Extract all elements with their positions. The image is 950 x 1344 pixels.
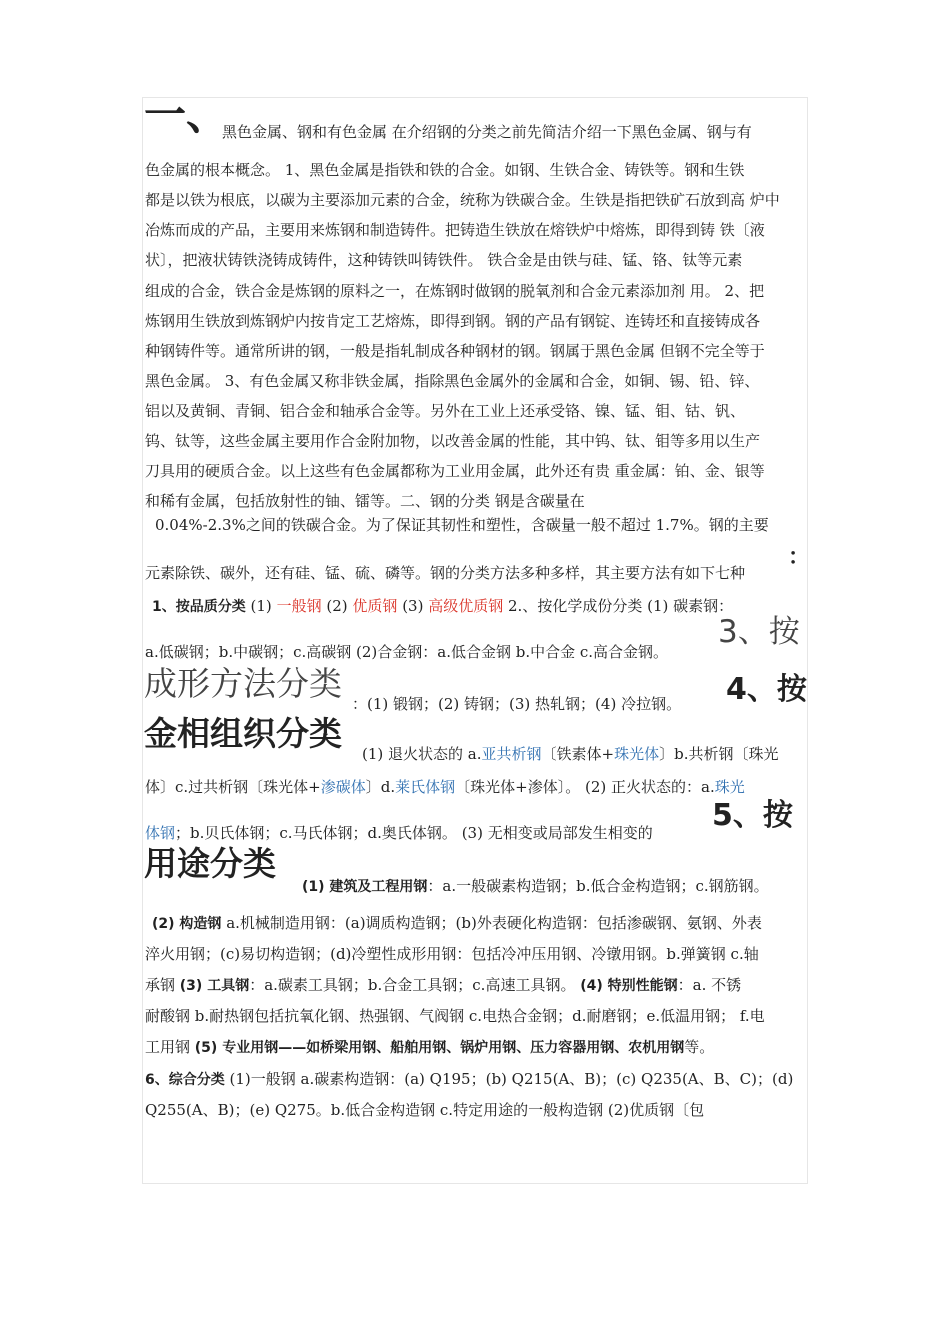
text-run: 〕b.共析钢〔珠光 xyxy=(659,745,779,763)
heading-3-number: 3、按 xyxy=(718,614,800,650)
text-run: (1)一般钢 a.碳素构造钢：(a) Q195；(b) Q215(A、B)；(c) Q235(A、B、C)；(d) xyxy=(224,1070,794,1088)
construction-steel-line xyxy=(302,876,769,897)
text-run: ：a. 不锈 xyxy=(677,976,742,994)
paragraph-line: 0.04%-2.3%之间的铁碳合金。为了保证其韧性和塑性，含碳量一般不超过 1.7%。钢的主要 xyxy=(155,516,769,534)
item-number: (3) xyxy=(402,597,424,615)
paragraph-line: Q255(A、B)；(e) Q275。b.低合金构造钢 c.特定用途的一般构造钢 (2)优质钢〔包 xyxy=(145,1101,705,1119)
paragraph-line: 炼钢用生铁放到炼钢炉内按肯定工艺熔炼，即得到钢。钢的产品有钢锭、连铸坯和直接铸成各 xyxy=(145,312,761,330)
structure-line xyxy=(145,777,745,797)
text-run: a.机械制造用钢：(a)调质构造钢；(b)外表硬化构造钢：包括渗碳钢、氨钢、外表 xyxy=(221,914,762,932)
section-2-text: 2.、按化学成份分类 (1) 碳素钢： xyxy=(508,597,734,615)
colon-mark: ： xyxy=(788,544,811,570)
paragraph-line: 色金属的根本概念。 1、黑色金属是指铁和铁的合金。如钢、生铁合金、铸铁等。钢和生铁 xyxy=(145,161,745,179)
paragraph-line: 元素除铁、碳外，还有硅、锰、硫、磷等。钢的分类方法多种多样，其主要方法有如下七种 xyxy=(145,564,746,582)
section-1-title: 1、按品质分类 xyxy=(152,599,246,615)
heading-one: 一、 xyxy=(144,90,229,139)
tool-steel-line xyxy=(145,975,741,996)
heading-5-number: 5、按 xyxy=(712,798,793,833)
paragraph-line: 都是以铁为根底，以碳为主要添加元素的合金，统称为铁碳合金。生铁是指把铁矿石放到高 炉中 xyxy=(145,191,780,209)
heading-4-metallographic: 金相组织分类 xyxy=(144,714,342,753)
paragraph-line: 淬火用钢；(c)易切构造钢；(d)冷塑性成形用钢：包括冷冲压用钢、冷镦用钢。b.弹簧钢 c.轴 xyxy=(145,945,759,963)
high-quality-steel-term: 高级优质钢 xyxy=(428,597,504,615)
paragraph-line: 状〕，把液状铸铁浇铸成铸件，这种铸铁叫铸铁件。 铁合金是由铁与硅、锰、铬、钛等元素 xyxy=(145,251,743,269)
hypoeutectoid-steel-link[interactable]: 亚共析钢 xyxy=(481,745,542,763)
text-run: ：a.碳素工具钢；b.合金工具钢；c.高速工具钢。 xyxy=(249,976,581,994)
quality-steel-term: 优质钢 xyxy=(352,597,398,615)
text-run: ；b.贝氏体钢；c.马氏体钢；d.奥氏体钢。 (3) 无相变或局部发生相变的 xyxy=(175,824,653,842)
pearlite-steel-link[interactable]: 体钢 xyxy=(145,824,176,842)
heading-4-number: 4、按 xyxy=(726,672,807,707)
paragraph-line: 耐酸钢 b.耐热钢包括抗氧化钢、热强钢、气阀钢 c.电热合金钢；d.耐磨钢；e.低温用钢； f.电 xyxy=(145,1007,765,1025)
paragraph-line: a.低碳钢；b.中碳钢；c.高碳钢 (2)合金钢：a.低合金钢 b.中合金 c.高合金钢。 xyxy=(145,643,669,661)
text-run: 体〕c.过共析钢〔珠光体+ xyxy=(145,778,321,796)
heading-3-forming-method: 成形方法分类 xyxy=(144,664,342,703)
text-run: 〕d. xyxy=(365,778,396,796)
cementite-link[interactable]: 渗碳体 xyxy=(320,778,366,796)
paragraph-line: 黑色金属。 3、有色金属又称非铁金属，指除黑色金属外的金属和合金，如铜、锡、铅、锌、 xyxy=(145,372,760,390)
paragraph-line: 铝以及黄铜、青铜、铝合金和轴承合金等。另外在工业上还承受铬、镍、锰、钼、钴、钒、 xyxy=(145,402,746,420)
tool-steel-title: (3) 工具钢 xyxy=(179,978,250,994)
paragraph-line: 种钢铸件等。通常所讲的钢，一般是指轧制成各种钢材的钢。钢属于黑色金属 但钢不完全等于 xyxy=(145,342,765,360)
text-run: 〔铁素体+ xyxy=(541,745,615,763)
heading-5-usage: 用途分类 xyxy=(144,844,276,883)
annealed-state-line xyxy=(362,744,778,764)
text-run: 等。 xyxy=(684,1038,715,1056)
section-6-title: 6、综合分类 xyxy=(145,1072,225,1088)
paragraph-line: 和稀有金属，包括放射性的铀、镭等。二、钢的分类 钢是含碳量在 xyxy=(145,492,585,510)
pearlite-link[interactable]: 珠光 xyxy=(714,778,745,796)
ledeburite-steel-link[interactable]: 莱氏体钢 xyxy=(395,778,456,796)
paragraph-line: 刀具用的硬质合金。以上这些有色金属都称为工业用金属，此外还有贵 重金属：铂、金、银等 xyxy=(145,462,765,480)
text-run: ：a.一般碳素构造钢；b.低合金构造钢；c.钢筋钢。 xyxy=(427,877,769,895)
paragraph-line: 组成的合金，铁合金是炼钢的原料之一，在炼钢时做钢的脱氧剂和合金元素添加剂 用。 2、把 xyxy=(145,282,765,300)
paragraph-line: 黑色金属、钢和有色金属 在介绍钢的分类之前先简洁介绍一下黑色金属、钢与有 xyxy=(222,123,752,141)
text-run: (1) 退火状态的 a. xyxy=(362,745,482,763)
special-steel-title: (4) 特别性能钢 xyxy=(580,978,678,994)
specialized-steel-title: (5) 专业用钢——如桥梁用钢、船舶用钢、锅炉用钢、压力容器用钢、农机用钢 xyxy=(194,1040,685,1056)
text-run: 〔珠光体+渗体〕。 (2) 正火状态的：a. xyxy=(455,778,715,796)
text-run: 工用钢 xyxy=(145,1038,195,1056)
structural-steel-line xyxy=(152,913,762,934)
paragraph-line: ：(1) 锻钢；(2) 铸钢；(3) 热轧钢；(4) 冷拉钢。 xyxy=(352,695,682,713)
item-number: (2) xyxy=(326,597,348,615)
specialized-steel-line xyxy=(145,1037,714,1058)
quality-classification-line xyxy=(152,596,733,617)
pearlite-link[interactable]: 珠光体 xyxy=(614,745,660,763)
construction-steel-title: (1) 建筑及工程用钢 xyxy=(302,879,428,895)
paragraph-line: 冶炼而成的产品，主要用来炼钢和制造铸件。把铸造生铁放在熔铁炉中熔炼，即得到铸 铁〔液 xyxy=(145,221,765,239)
text-run: 承钢 xyxy=(145,976,180,994)
structural-steel-title: (2) 构造钢 xyxy=(152,916,222,932)
comprehensive-classification-line xyxy=(145,1069,793,1090)
paragraph-line: 钨、钛等，这些金属主要用作合金附加物，以改善金属的性能，其中钨、钛、钼等多用以生产 xyxy=(145,432,761,450)
ordinary-steel-term: 一般钢 xyxy=(276,597,322,615)
item-number: (1) xyxy=(250,597,272,615)
